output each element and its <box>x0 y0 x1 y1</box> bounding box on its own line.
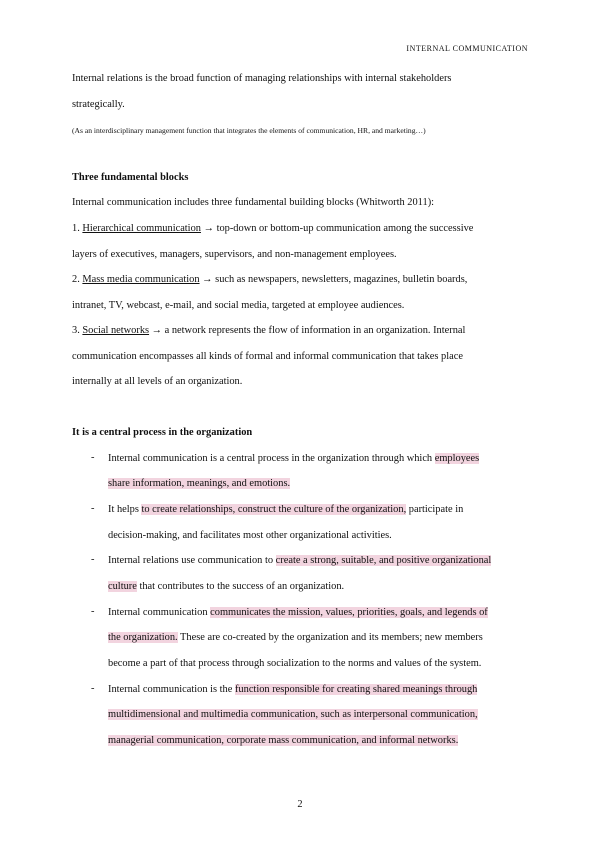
bullet-3-highlight: create a strong, suitable, and positive organizational <box>275 555 492 566</box>
bullet-4-text: Internal communication <box>108 607 211 618</box>
block-item-3-number: 3. <box>72 325 83 336</box>
bullet-4-cont2: become a part of that process through socialization to the norms and values of the system. <box>108 658 482 669</box>
block-item-1-number: 1. <box>72 223 83 234</box>
blocks-intro: Internal communication includes three fundamental building blocks (Whitworth 2011): <box>72 197 435 208</box>
block-item-1-cont: layers of executives, managers, supervisors, and non-management employees. <box>72 249 397 260</box>
bullet-1 <box>108 452 479 465</box>
bullet-1-highlight: employees <box>434 453 480 464</box>
block-item-2-number: 2. <box>72 274 83 285</box>
dash-icon: - <box>91 452 95 463</box>
block-item-3-term: Social networks <box>82 325 150 336</box>
bullet-2-text: It helps <box>108 504 142 515</box>
bullet-3-highlight-cont: culture <box>108 581 137 592</box>
dash-icon: - <box>91 503 95 514</box>
block-item-2-cont: intranet, TV, webcast, e-mail, and social media, targeted at employee audiences. <box>72 300 405 311</box>
block-item-3-cont: communication encompasses all kinds of formal and informal communication that takes place <box>72 351 463 362</box>
bullet-5-highlight-cont2: managerial communication, corporate mass communication, and informal networks. <box>108 735 459 746</box>
bullet-3-cont <box>108 580 344 593</box>
bullet-4 <box>108 606 488 619</box>
bullet-5-highlight-cont: multidimensional and multimedia communication, such as interpersonal communication, <box>108 709 478 720</box>
running-header: INTERNAL COMMUNICATION <box>406 44 528 53</box>
bullet-4-text-end: These are co-created by the organization and its members; new members <box>177 632 483 643</box>
bullet-2-text-end: participate in <box>406 504 464 515</box>
dash-icon: - <box>91 554 95 565</box>
intro-line-2: strategically. <box>72 99 125 110</box>
bullet-1-cont <box>108 477 290 490</box>
bullet-5-highlight: function responsible for creating shared meanings through <box>234 684 478 695</box>
dash-icon: - <box>91 606 95 617</box>
bullet-3-text: Internal relations use communication to <box>108 555 276 566</box>
block-item-2-term: Mass media communication <box>82 274 200 285</box>
bullet-1-text: Internal communication is a central process in the organization through which <box>108 453 435 464</box>
dash-icon: - <box>91 683 95 694</box>
block-item-2-text: such as newspapers, newsletters, magazines, bulletin boards, <box>215 274 468 285</box>
bullet-4-highlight: communicates the mission, values, priorities, goals, and legends of <box>210 607 488 618</box>
bullet-1-highlight-cont: share information, meanings, and emotions. <box>108 478 291 489</box>
bullet-3 <box>108 554 491 567</box>
central-heading: It is a central process in the organization <box>72 427 253 438</box>
blocks-heading: Three fundamental blocks <box>72 172 189 183</box>
block-item-2 <box>72 273 467 286</box>
block-item-1-term: Hierarchical communication <box>82 223 201 234</box>
bullet-5-cont2 <box>108 734 458 747</box>
arrow-icon: → <box>199 274 216 285</box>
bullet-4-cont <box>108 631 483 644</box>
block-item-3-cont2: internally at all levels of an organization. <box>72 376 243 387</box>
block-item-3 <box>72 324 465 337</box>
bullet-2 <box>108 503 463 516</box>
bullet-3-text-end: that contributes to the success of an organization. <box>136 581 345 592</box>
intro-line-1: Internal relations is the broad function of managing relationships with internal stakeholders <box>72 73 452 84</box>
bullet-2-highlight: to create relationships, construct the culture of the organization, <box>141 504 407 515</box>
page-number: 2 <box>297 799 303 810</box>
block-item-1-text: top-down or bottom-up communication among the successive <box>216 223 474 234</box>
intro-note: (As an interdisciplinary management function that integrates the elements of communication, HR, and marketing…) <box>72 126 426 135</box>
bullet-4-highlight-cont: the organization. <box>108 632 178 643</box>
arrow-icon: → <box>200 223 217 234</box>
bullet-5 <box>108 683 477 696</box>
arrow-icon: → <box>149 325 165 336</box>
bullet-5-cont <box>108 708 478 721</box>
bullet-5-text: Internal communication is the <box>108 684 235 695</box>
block-item-3-text: a network represents the flow of information in an organization. Internal <box>164 325 466 336</box>
block-item-1 <box>72 222 473 235</box>
bullet-2-cont: decision-making, and facilitates most other organizational activities. <box>108 530 392 541</box>
